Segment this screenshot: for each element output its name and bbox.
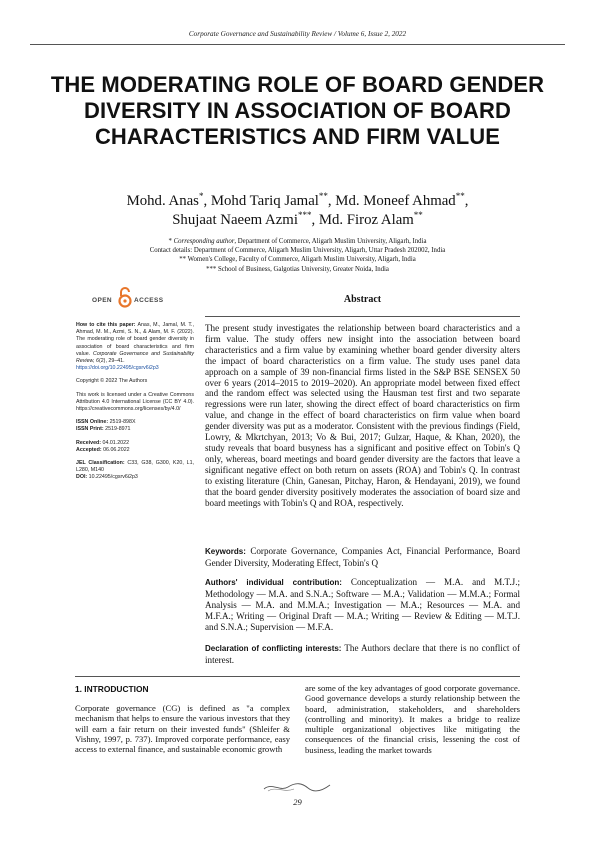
abstract-rule <box>205 316 520 317</box>
keywords <box>205 546 520 569</box>
how-to-cite <box>76 322 194 372</box>
intro-column-right: are some of the key advantages of good corporate governance. Good governance develops a sturdy relationship between the board, administration, stakeholders, and shareholders (controlling and minority). It makes a bridge to realize multiple organizational objectives like mitigating the consequences of the financial crisis, lessening the cost of business, leading the market towards <box>305 683 520 755</box>
license-text: This work is licensed under a Creative Commons Attribution 4.0 International License (CC BY 4.0). https://creativecommons.org/licenses/by/4.0/ <box>76 391 194 413</box>
contribution-label: Authors' individual contribution: <box>205 578 342 587</box>
author-name: Mohd. Anas <box>126 193 199 209</box>
conflict-label: Declaration of conflicting interests: <box>205 644 342 653</box>
author-list <box>40 192 555 230</box>
received-label: Received: <box>76 439 102 446</box>
author-name: Mohd Tariq Jamal <box>210 193 319 209</box>
accepted-date: 06.06.2022 <box>101 446 130 453</box>
author-sep: , <box>464 193 469 209</box>
affiliation-womens-college: ** Women's College, Faculty of Commerce, Aligarh Muslim University, Aligarh, India <box>179 256 416 264</box>
cite-tail: (2), 29–41. <box>98 358 125 365</box>
affiliation-galgotias: *** School of Business, Galgotias University, Greater Noida, India <box>206 265 389 273</box>
page-number: 29 <box>293 797 302 807</box>
author-mark: ** <box>455 191 465 202</box>
author-contribution <box>205 577 520 633</box>
paper-title: THE MODERATING ROLE OF BOARD GENDER DIVERSITY IN ASSOCIATION OF BOARD CHARACTERISTICS AND FIRM VALUE <box>50 72 545 149</box>
open-access-lock-icon <box>118 287 132 309</box>
publisher-logo-icon <box>262 780 332 794</box>
cite-doi-link[interactable]: https://doi.org/10.22495/cgsrv6i2p3 <box>76 365 159 372</box>
cite-journal: Corporate Governance and Sustainability Review, 6 <box>76 350 195 365</box>
header-rule <box>30 44 565 45</box>
author-name: Md. Firoz Alam <box>318 212 414 228</box>
doi-value: 10.22495/cgsrv6i2p3 <box>87 474 138 481</box>
cite-text: Anas, M., Jamal, M. T., Ahmad, M. M., Azmi, S. N., & Alam, M. F. (2022). The moderating role of board gender diversity in association of board characteristics and firm value. <box>76 322 194 357</box>
issn-online: 2519-898X <box>108 419 136 426</box>
doi-label: DOI: <box>76 474 88 481</box>
contact-details: Contact details: Department of Commerce, Aligarh Muslim University, Aligarh, Uttar Pradesh 202002, India <box>149 247 446 255</box>
keywords-text: Corporate Governance, Companies Act, Financial Performance, Board Gender Diversity, Moderating Effect, Tobin's Q <box>205 546 520 568</box>
corr-label: Corresponding author <box>173 238 235 245</box>
jel-doi <box>76 460 194 482</box>
author-mark: ** <box>413 210 423 221</box>
abstract-heading: Abstract <box>343 294 382 305</box>
accepted-label: Accepted: <box>76 446 102 453</box>
author-mark: ** <box>318 191 328 202</box>
author-sep: , <box>327 193 336 209</box>
received-date: 04.01.2022 <box>101 439 130 446</box>
affiliations <box>40 237 555 274</box>
author-name: Shujaat Naeem Azmi <box>172 212 298 228</box>
article-info-sidebar <box>76 322 194 488</box>
corr-mark: * <box>168 238 172 245</box>
jel-label: JEL Classification: <box>76 460 125 467</box>
intro-heading: 1. INTRODUCTION <box>75 684 149 694</box>
open-access-open-text: OPEN <box>92 297 113 304</box>
issn-online-label: ISSN Online: <box>76 419 109 426</box>
running-head: Corporate Governance and Sustainability Review / Volume 6, Issue 2, 2022 <box>188 30 407 38</box>
issn-print: 2519-8971 <box>103 426 131 433</box>
author-name: Md. Moneef Ahmad <box>335 193 456 209</box>
issn-print-label: ISSN Print: <box>76 426 104 433</box>
contribution-text: Conceptualization — M.A. and M.T.J.; Methodology — M.A. and S.N.A.; Software — M.A.; Validation — M.M.A.; Formal Analysis — M.A. and M.M.A.; Investigation — M.A.; Resources — M.A. and M.F.A.; Writing — Original Draft — M.A.; Writing — Review & Editing — M.T.J. and S.N.A.; Supervision — M.F.A. <box>205 577 520 632</box>
dates <box>76 440 194 454</box>
author-mark: *** <box>297 210 312 221</box>
author-mark: * <box>198 191 204 202</box>
author-sep: , <box>311 212 319 228</box>
conflict-text: The Authors declare that there is no conflict of interest. <box>205 643 520 665</box>
corresponding-author <box>40 237 555 246</box>
copyright: Copyright © 2022 The Authors <box>76 378 148 385</box>
issn-info <box>76 419 194 433</box>
cite-label: How to cite this paper: <box>76 322 136 328</box>
abstract-body: The present study investigates the relationship between board characteristics and a firm value. The study offers new insight into the association between board characteristics and a firm value by examining whether board gender diversity alters the impact of board characteristics on a firm value. The study uses panel data approach on a sample of 39 non-financial firms listed in the S&P BSE SENSEX 50 over 6 years (2014–2015 to 2019–2020). An appropriate model between fixed effect and the random effect was selected using the Hausman test first and two separate regressions were run later, showing the direct effect of board characteristics on firm value, and change in the effect of board characteristics on firm value when board gender diversity was put as a moderator. Consistent with the previous findings (Field, Lowry, & Mkrtchyan, 2013; Vo & Bui, 2017; Gulzar, Haque, & Khan, 2020), the study reveals that board busyness has a significant and positive effect on Tobin's Q only, whereas, board meetings and board gender diversity are the factors that leave a significant negative effect on both return on assets (ROA) and Tobin's Q. In contrast to existing literature (Chin, Ganesan, Pitchay, Haron, & Hendayani, 2019), we found that the board gender diversity positively moderates the association of board size and board meetings with Tobin's Q and ROA, respectively. <box>205 323 520 508</box>
conflict-declaration <box>205 643 520 666</box>
open-access-access-text: ACCESS <box>134 297 164 304</box>
author-sep: , <box>203 193 211 209</box>
jel-codes: C33, G38, G300, K20, L1, L280, M140 <box>76 460 194 474</box>
intro-column-left: Corporate governance (CG) is defined as "a complex mechanism that helps to ensure the various investors that they will earn a fair return on their invested funds" (Shleifer & Vishny, 1997, p. 737). Improved corporate performance, easy access to external finance, and sustainable economic growth <box>75 703 290 755</box>
open-access-logo <box>92 290 168 312</box>
keywords-label: Keywords: <box>205 547 246 556</box>
section-rule <box>75 676 520 677</box>
corr-text: , Department of Commerce, Aligarh Muslim University, Aligarh, India <box>234 238 427 245</box>
